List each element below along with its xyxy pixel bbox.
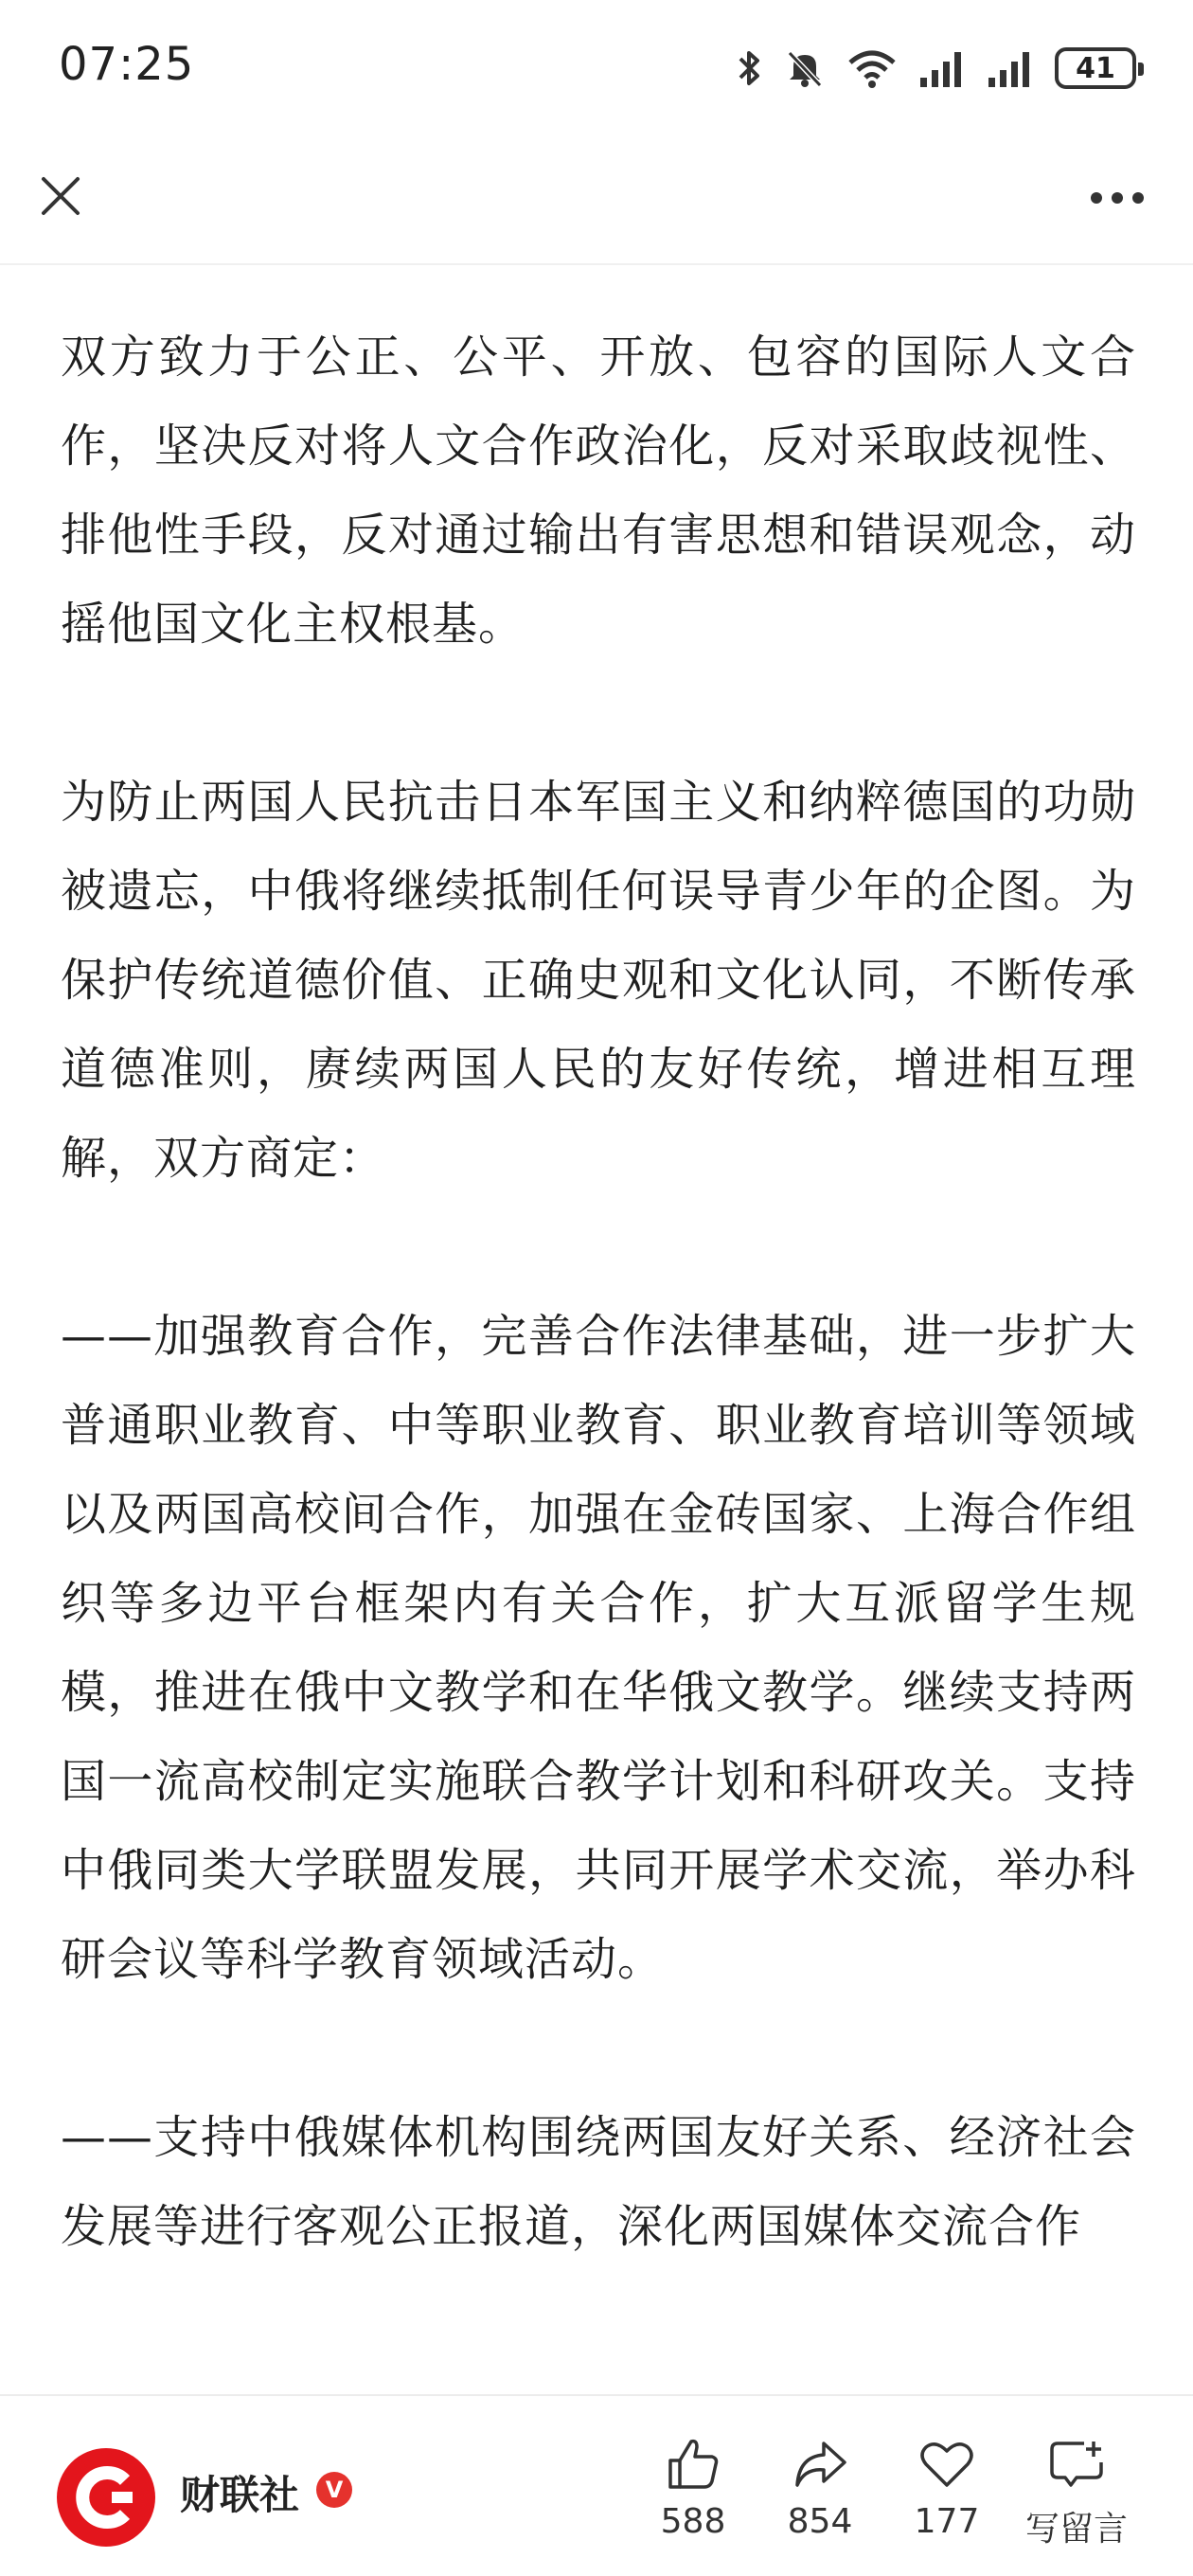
heart-icon [917, 2434, 977, 2495]
verified-badge: V [316, 2472, 352, 2508]
favorite-button[interactable] [885, 2434, 1008, 2557]
article-paragraph: 为防止两国人民抗击日本军国主义和纳粹德国的功勋被遗忘，中俄将继续抵制任何误导青少年的企图。为保护传统道德价值、正确史观和文化认同，不断传承道德准则，赓续两国人民的友好传统，增进相互理解，双方商定： [61, 776, 1136, 1185]
close-icon [38, 173, 83, 219]
more-icon-dot [1132, 192, 1144, 204]
thumbs-up-icon [663, 2434, 723, 2495]
battery-level: 41 [1076, 51, 1115, 85]
like-button[interactable] [632, 2434, 755, 2557]
battery-icon [1055, 47, 1136, 89]
status-time: 07:25 [59, 38, 195, 91]
source-logo[interactable] [57, 2448, 155, 2547]
like-count: 588 [660, 2502, 726, 2541]
signal-icon [918, 49, 966, 87]
share-count: 854 [787, 2502, 853, 2541]
comment-add-icon [1046, 2434, 1107, 2495]
article-paragraph: 双方致力于公正、公平、开放、包容的国际人文合作，坚决反对将人文合作政治化，反对采取歧视性、排他性手段，反对通过输出有害思想和错误观念，动摇他国文化主权根基。 [61, 331, 1136, 651]
status-bar [0, 0, 1193, 137]
source-name[interactable]: 财联社 [180, 2472, 300, 2518]
article-paragraph: ——支持中俄媒体机构围绕两国友好关系、经济社会发展等进行客观公正报道，深化两国媒体交流合作 [61, 2111, 1136, 2253]
wifi-icon [846, 47, 898, 89]
more-button[interactable] [1079, 170, 1155, 226]
bottom-action-bar [0, 2394, 1193, 2576]
comment-label: 写留言 [1024, 2510, 1128, 2549]
article-body [61, 313, 1136, 2377]
mute-icon [784, 47, 826, 89]
more-icon [1091, 192, 1102, 204]
bluetooth-icon [737, 47, 763, 89]
comment-button[interactable] [1015, 2434, 1138, 2557]
close-button[interactable] [30, 166, 91, 226]
article-paragraph: ——加强教育合作，完善合作法律基础，进一步扩大普通职业教育、中等职业教育、职业教育培训等领域以及两国高校间合作，加强在金砖国家、上海合作组织等多边平台框架内有关合作，扩大互派留学生规模，推进在俄中文教学和在华俄文教学。继续支持两国一流高校制定实施联合教学计划和科研攻关。支持中俄同类大学联盟发展，共同开展学术交流，举办科研会议等科学教育领域活动。 [61, 1310, 1136, 1986]
cls-logo-icon [68, 2460, 144, 2535]
share-button[interactable] [758, 2434, 881, 2557]
status-icons [737, 40, 1136, 97]
more-icon-dot [1112, 192, 1123, 204]
signal-icon [987, 49, 1034, 87]
top-nav [0, 137, 1193, 265]
share-icon [790, 2434, 850, 2495]
favorite-count: 177 [914, 2502, 980, 2541]
